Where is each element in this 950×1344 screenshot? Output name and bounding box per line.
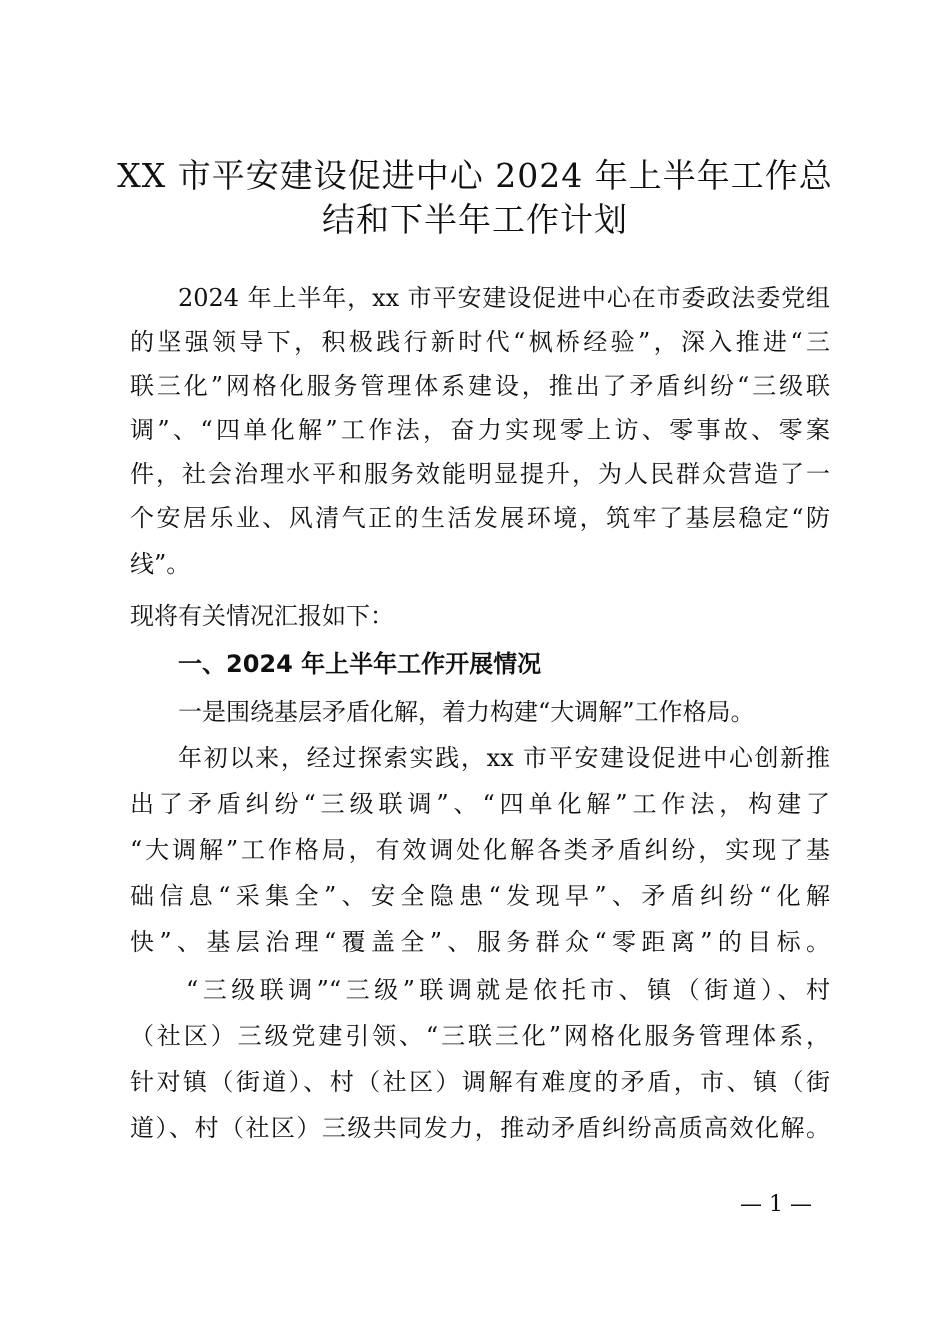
document-title-line-1: XX 市平安建设促进中心 2024 年上半年工作总: [117, 156, 833, 195]
intro-line: 个安居乐业、风清气正的生活发展环境，筑牢了基层稳定“防: [130, 504, 830, 532]
paragraph-line: 出了矛盾纠纷“三级联调”、“四单化解”工作法，构建了: [130, 790, 830, 818]
subheading: 一是围绕基层矛盾化解，着力构建“大调解”工作格局。: [178, 698, 755, 726]
intro-line: 2024 年上半年，xx 市平安建设促进中心在市委政法委党组: [178, 284, 830, 312]
intro-line: 调”、“四单化解”工作法，奋力实现零上访、零事故、零案: [130, 416, 830, 444]
intro-line: 件，社会治理水平和服务效能明显提升，为人民群众营造了一: [130, 460, 830, 488]
intro-line: 的坚强领导下，积极践行新时代“枫桥经验”，深入推进“三: [130, 328, 830, 356]
paragraph-line: 针对镇（街道）、村（社区）调解有难度的矛盾，市、镇（街: [130, 1068, 830, 1096]
intro-line: 线”。: [130, 550, 191, 578]
paragraph-line: “三级联调”“三级”联调就是依托市、镇（街道）、村: [186, 976, 830, 1004]
paragraph-line: （社区）三级党建引领、“三联三化”网格化服务管理体系，: [130, 1022, 830, 1050]
paragraph-line: “大调解”工作格局，有效调处化解各类矛盾纠纷，实现了基: [130, 836, 830, 864]
paragraph-line: 快”、基层治理“覆盖全”、服务群众“零距离”的目标。: [130, 928, 830, 956]
section-heading: 一、2024 年上半年工作开展情况: [178, 650, 542, 678]
document-title-line-2: 结和下半年工作计划: [322, 200, 628, 239]
paragraph-line: 础信息“采集全”、安全隐患“发现早”、矛盾纠纷“化解: [130, 882, 830, 910]
paragraph-line: 年初以来，经过探索实践，xx 市平安建设促进中心创新推: [178, 744, 830, 772]
paragraph-line: 道）、村（社区）三级共同发力，推动矛盾纠纷高质高效化解。: [130, 1114, 830, 1142]
intro-line: 联三化”网格化服务管理体系建设，推出了矛盾纠纷“三级联: [130, 372, 830, 400]
report-intro: 现将有关情况汇报如下：: [130, 602, 394, 630]
page-number: — 1 —: [740, 1192, 812, 1217]
